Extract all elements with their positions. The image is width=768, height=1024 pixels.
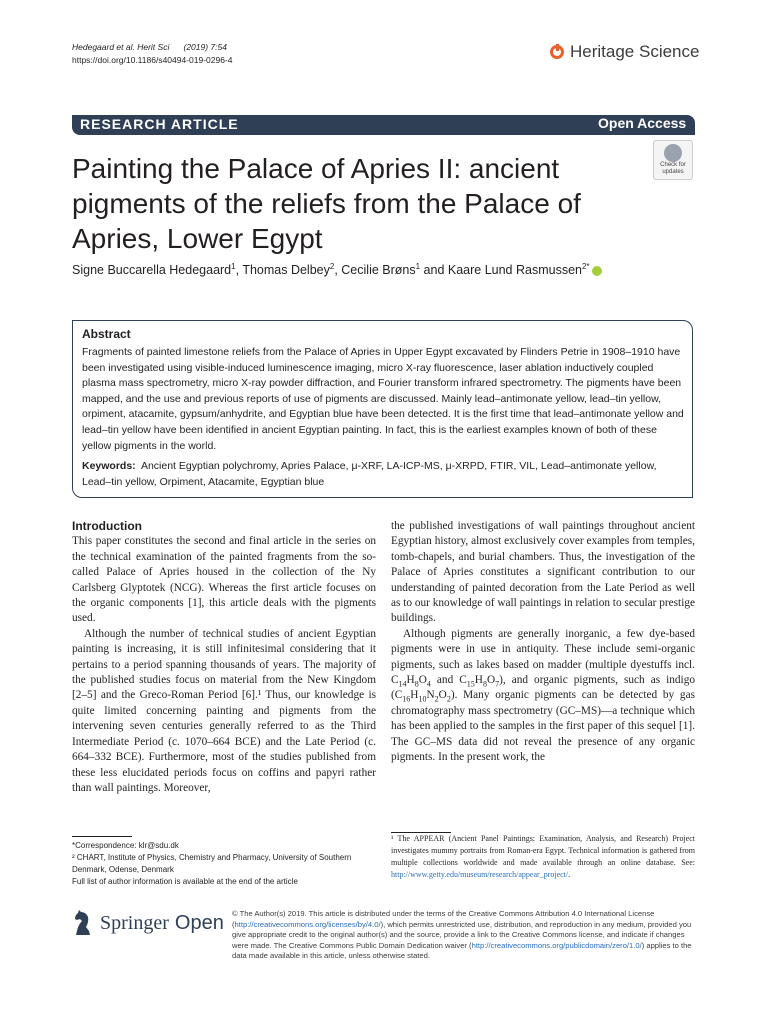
open-access-label: Open Access <box>598 115 687 131</box>
correspondence-email[interactable]: *Correspondence: klr@sdu.dk <box>72 841 179 850</box>
license-part: ) applies to the data made available in this article, unless otherwise stated. <box>232 940 692 960</box>
orcid-icon[interactable] <box>592 266 602 276</box>
author-name[interactable]: Signe Buccarella Hedegaard <box>72 263 232 277</box>
check-updates-label: Check for updates <box>660 162 686 175</box>
abstract-heading: Abstract <box>82 327 131 341</box>
author-list: Signe Buccarella Hedegaard$^1$, Thomas Delbey$^2$, Cecilie Brøns$^1$ and Kaare Lund Rasmussen$^{2*}$ <box>72 263 602 277</box>
paragraph: the published investigations of wall paintings throughout ancient Egyptian history, almost exclusively cover examples from temples, tomb-chapels, and burial chambers. Thus, the investigation of the Palace of Apries constitutes a significant contribution to our understanding of painted decoration from the Late Period as well as to our knowledge of wall paintings in relation to secular prestige buildings. <box>391 520 695 625</box>
body-column-left <box>72 519 376 796</box>
paragraph: Although pigments are generally inorganic, a few dye-based pigments were in use in antiquity. These include semi-organic pigments, such as lakes based on madder (multiple dyestuffs incl. $C_{14}H_8O_4$ and $C_{15}H_8O_7$), and organic pigments, such as indigo $(C_{16}H_{10}N_2O_2)$. Many organic pigments can be detected by gas chromatography mass spectrometry (GC–MS)—a technique which has been applied to the samples in the first paper of this sequel [1]. The GC–MS data did not reveal the presence of any organic pigments. In the present work, the <box>391 627 695 764</box>
publisher-open: Open <box>174 911 224 934</box>
citation-year: (2019) 7:54 <box>183 42 227 52</box>
check-for-updates-badge[interactable] <box>653 140 693 180</box>
keywords-label: Keywords: <box>82 460 136 472</box>
author-name[interactable]: Thomas Delbey <box>242 263 330 277</box>
license-part: ), which permits unrestricted use, distribution, and reproduction in any medium, provided you give appropriate credit to the original author(s) and the source, provide a link to the Creative Commons license, and indicate if changes were made. The Creative Commons Public Domain Dedication waiver ( <box>232 919 692 950</box>
springer-open-logo[interactable] <box>72 909 224 937</box>
license-part: © The Author(s) 2019. This article is distributed under the terms of the Creative Commons Attribution 4.0 International License ( <box>232 909 655 929</box>
paragraph: This paper constitutes the second and final article in the series on the technical examination of the painted fragments from the so-called Palace of Apries housed in the collection of the Ny Carlsberg Glyptotek (NCG). Whereas the first article focuses on the organic components [1], this article deals with the pigments used. <box>72 535 376 625</box>
article-title: Painting the Palace of Apries II: ancient pigments of the reliefs from the Palace of Apries, Lower Egypt <box>72 153 581 254</box>
footnote-1 <box>391 833 695 881</box>
affiliation-text: ² CHART, Institute of Physics, Chemistry and Pharmacy, University of Southern Denmark, Odense, Denmark <box>72 853 352 874</box>
affiliation-mark: 2 <box>329 261 335 271</box>
running-header <box>72 41 233 67</box>
chess-knight-icon <box>72 909 94 937</box>
footnote-text: ¹ The APPEAR (Ancient Panel Paintings: Examination, Analysis, and Research) Project investigates mummy portraits from Roman-era Egypt. Technical information is gathered from multiple collections worldwide and made available through an online database. See: <box>391 834 695 867</box>
correspondence-footnote <box>72 840 372 888</box>
bookmark-icon <box>664 144 682 162</box>
affiliation-mark: 1 <box>415 261 421 271</box>
doi-link[interactable]: https://doi.org/10.1186/s40494-019-0296-4 <box>72 55 233 65</box>
footnote-end: . <box>568 870 571 879</box>
appear-link[interactable]: http://www.getty.edu/museum/research/appear_project/ <box>391 870 569 879</box>
author-name[interactable]: Cecilie Brøns <box>341 263 416 277</box>
section-heading: Introduction <box>72 519 142 533</box>
journal-name: Heritage Science <box>570 42 700 61</box>
abstract-text: Fragments of painted limestone reliefs from the Palace of Apries in Upper Egypt excavated by Flinders Petrie in 1908–1910 have been investigated using visible-induced luminescence imaging, micro X-ray fluorescence, laser ablation inductively coupled plasma mass spectrometry, micro X-ray powder diffraction, and Fourier transform infrared spectrometry. The pigments have been mapped, and the use and previous reports of use of pigments are discussed. Mainly lead–antimonate yellow, lead–tin yellow, orpiment, atacamite, gypsum/anhydrite, and Egyptian blue have been detected. It is the first time that lead–antimonate yellow and lead–tin yellow have been identified in ancient Egyptian painting. In fact, this is the earliest examples known of both of these yellow pigments in the world. <box>82 346 684 452</box>
paragraph: Although the number of technical studies of ancient Egyptian painting is increasing, it is still infinitesimal considering that it pertains to a period spanning thousands of years. The majority of the published studies focus on material from the New Kingdom [2–5] and the Greco-Roman Period [6].¹ Thus, our knowledge is quite limited concerning painting and pigments from the intervening seven centuries generally referred to as the Third Intermediate Period (c. 1070–664 BCE) and the Late Period (c. 664–332 BCE). Furthermore, most of the studies published from these less elucidated periods focus on coffins and papyri rather than wall paintings. Moreover, <box>72 627 376 794</box>
keywords-text: Ancient Egyptian polychromy, Apries Palace, μ-XRF, LA-ICP-MS, μ-XRPD, FTIR, VIL, Lead–antimonate yellow, Lead–tin yellow, Orpiment, Atacamite, Egyptian blue <box>82 460 657 488</box>
paragraph-text: and organic pigments, such as indigo (C <box>391 674 695 702</box>
paragraph-text: organic pigments can be detected by gas chromatography mass spectrometry (GC–MS)—a technique which has been applied to the samples in the first paper of this sequel [1]. The GC–MS data did not reveal the presence of any organic pigments. In the present work, the <box>391 689 695 764</box>
affiliation-mark: 1 <box>231 261 236 271</box>
cc-by-link[interactable]: http://creativecommons.org/licenses/by/4.0/ <box>234 919 381 929</box>
license-text <box>232 909 695 962</box>
full-list-note: Full list of author information is available at the end of the article <box>72 877 298 886</box>
body-column-right <box>391 519 695 766</box>
article-type-label: RESEARCH ARTICLE <box>80 116 239 132</box>
paragraph-text: Although pigments are generally inorganic, a few dye-based pigments were in use in antiquity. These include semi-organic pigments, such as lakes based on madder (multiple dyestuffs incl. C <box>391 627 695 687</box>
publisher-name: Springer <box>100 911 169 934</box>
footnote-divider <box>72 836 132 837</box>
author-name[interactable]: Kaare Lund Rasmussen <box>447 263 582 277</box>
citation-authors: Hedegaard et al. Herit Sci <box>72 42 170 52</box>
journal-logo[interactable] <box>550 42 699 62</box>
power-icon <box>550 45 564 59</box>
cc-zero-link[interactable]: http://creativecommons.org/publicdomain/zero/1.0/ <box>471 940 642 950</box>
affiliation-mark: 2* <box>581 261 590 271</box>
keywords <box>82 459 686 490</box>
